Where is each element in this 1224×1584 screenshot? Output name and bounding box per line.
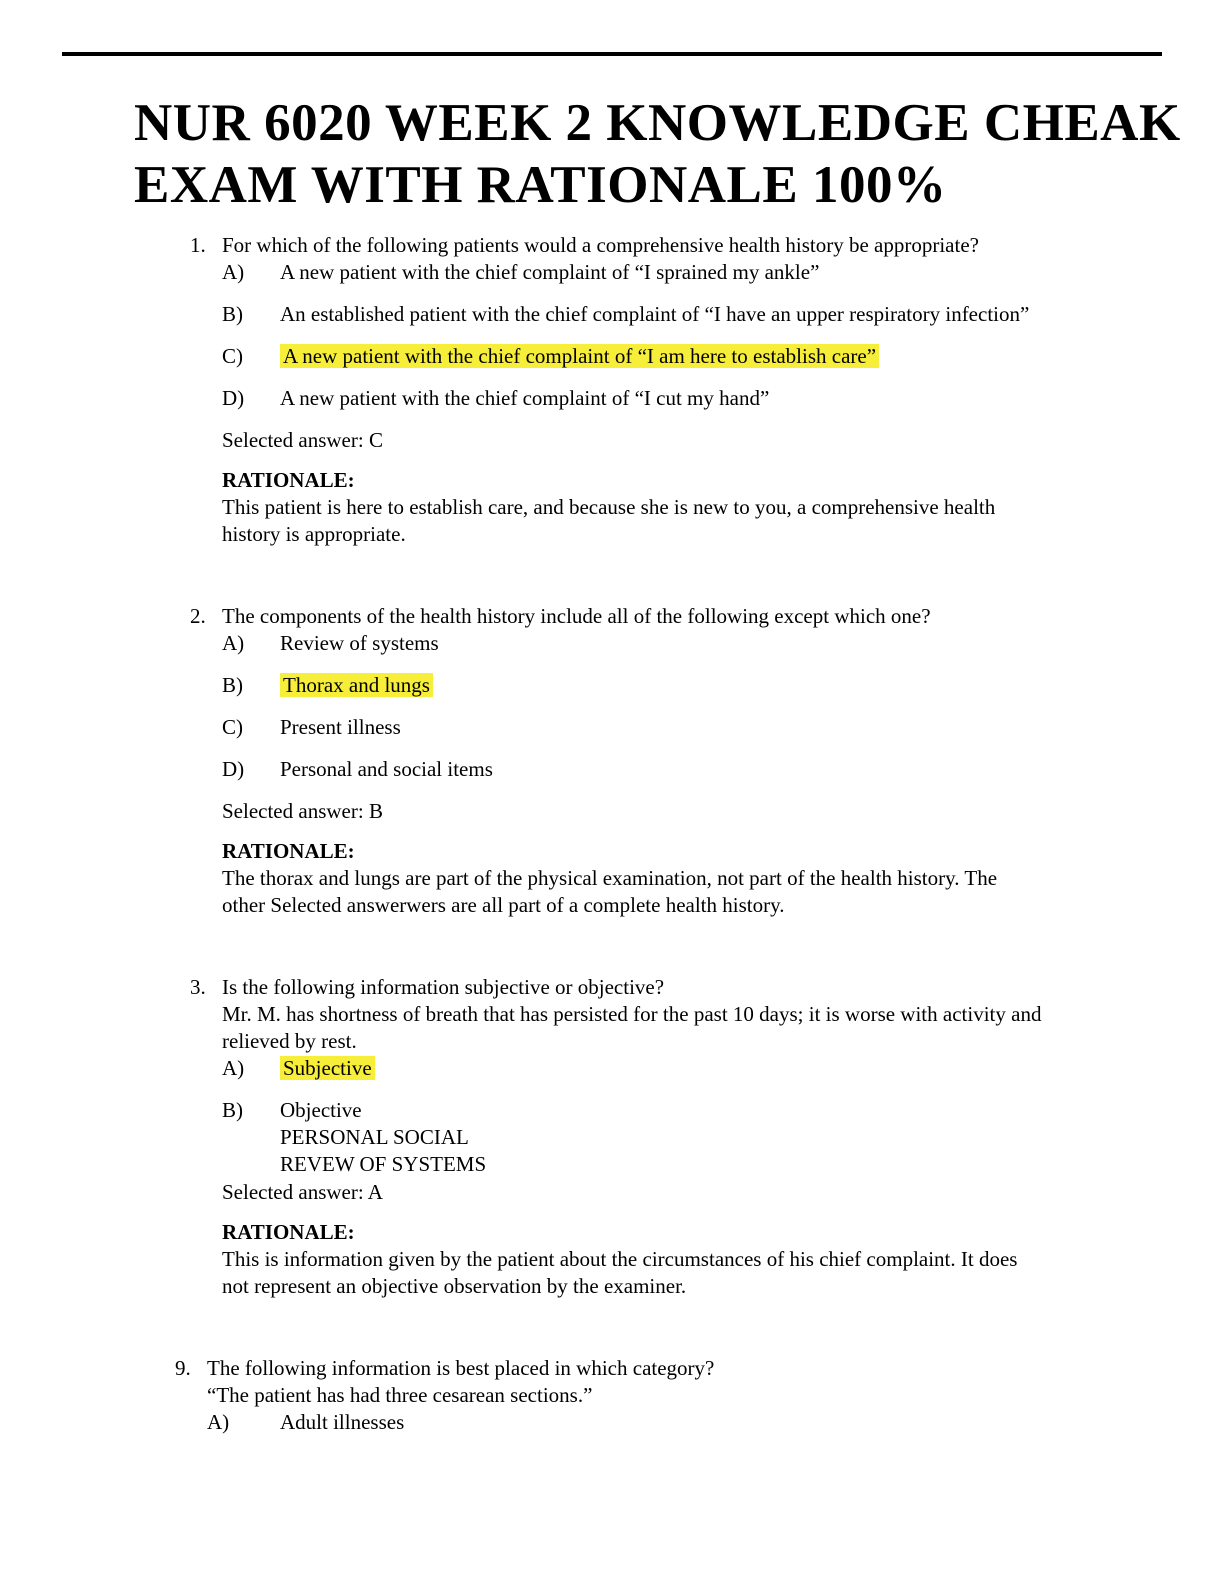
option-letter: A)	[207, 1410, 230, 1434]
option-row	[222, 630, 1042, 657]
selected-answer: Selected answer: B	[222, 799, 383, 823]
question-number: 9.	[175, 1356, 191, 1380]
option-text-highlighted: Thorax and lungs	[280, 673, 433, 697]
page-title-line-1: NUR 6020 WEEK 2 KNOWLEDGE CHEAK	[134, 94, 1181, 152]
question-block-9	[175, 1355, 1042, 1436]
selected-answer: Selected answer: A	[222, 1180, 383, 1204]
option-letter: A)	[222, 1056, 245, 1080]
option-text: A new patient with the chief complaint of “I cut my hand”	[280, 386, 770, 410]
option-row	[222, 672, 1042, 699]
question-number: 3.	[190, 975, 206, 999]
option-extra-line: PERSONAL SOCIAL	[280, 1125, 469, 1149]
option-letter: C)	[222, 344, 243, 368]
options-list	[222, 630, 1042, 783]
option-text: Adult illnesses	[280, 1410, 405, 1434]
option-letter: A)	[222, 260, 245, 284]
option-text: A new patient with the chief complaint of “I sprained my ankle”	[280, 260, 820, 284]
top-rule	[62, 52, 1162, 56]
option-row	[222, 714, 1042, 741]
option-row	[222, 756, 1042, 783]
options-list	[207, 1409, 1042, 1436]
rationale-heading: RATIONALE:	[222, 839, 355, 863]
question-subtext: Mr. M. has shortness of breath that has persisted for the past 10 days; it is worse with activity and relieved by rest.	[222, 1002, 1042, 1053]
option-row	[222, 1097, 1042, 1178]
option-letter: B)	[222, 673, 243, 697]
option-row	[222, 301, 1042, 328]
question-block-3	[190, 974, 1042, 1300]
question-number: 1.	[190, 233, 206, 257]
rationale-heading: RATIONALE:	[222, 468, 355, 492]
option-letter: B)	[222, 302, 243, 326]
option-extra-line: REVEW OF SYSTEMS	[280, 1152, 487, 1176]
option-row	[222, 385, 1042, 412]
options-list	[222, 259, 1042, 412]
selected-answer: Selected answer: C	[222, 428, 383, 452]
rationale-heading: RATIONALE:	[222, 1220, 355, 1244]
option-text-highlighted: A new patient with the chief complaint of “I am here to establish care”	[280, 344, 879, 368]
rationale-text: This patient is here to establish care, and because she is new to you, a comprehensive health history is appropriate.	[222, 495, 996, 546]
options-list	[222, 1055, 1042, 1178]
option-text: An established patient with the chief complaint of “I have an upper respiratory infection”	[280, 302, 1030, 326]
option-row	[222, 343, 1042, 370]
option-text-highlighted: Subjective	[280, 1056, 375, 1080]
rationale-text: The thorax and lungs are part of the physical examination, not part of the health history. The other Selected answerwers are all part of a complete health history.	[222, 866, 998, 917]
page-title-line-2: EXAM WITH RATIONALE 100%	[134, 156, 947, 214]
rationale-text: This is information given by the patient about the circumstances of his chief complaint. It does not represent an objective observation by the examiner.	[222, 1247, 1018, 1298]
page-title	[134, 92, 1181, 216]
option-letter: B)	[222, 1098, 243, 1122]
option-letter: D)	[222, 386, 245, 410]
option-letter: D)	[222, 757, 245, 781]
question-text: The following information is best placed in which category?	[207, 1356, 715, 1380]
option-text: Present illness	[280, 715, 401, 739]
question-number: 2.	[190, 604, 206, 628]
question-text: The components of the health history include all of the following except which one?	[222, 604, 931, 628]
option-row	[222, 259, 1042, 286]
option-letter: C)	[222, 715, 243, 739]
option-text: Review of systems	[280, 631, 439, 655]
question-block-2	[190, 603, 1042, 919]
question-text: For which of the following patients would a comprehensive health history be appropriate?	[222, 233, 979, 257]
question-subtext: “The patient has had three cesarean sections.”	[207, 1383, 593, 1407]
question-text: Is the following information subjective or objective?	[222, 975, 665, 999]
option-text: Objective	[280, 1098, 362, 1122]
option-text: Personal and social items	[280, 757, 493, 781]
option-row	[207, 1409, 1042, 1436]
question-block-1	[190, 232, 1042, 548]
option-letter: A)	[222, 631, 245, 655]
option-row	[222, 1055, 1042, 1082]
document-body	[60, 232, 1164, 1436]
